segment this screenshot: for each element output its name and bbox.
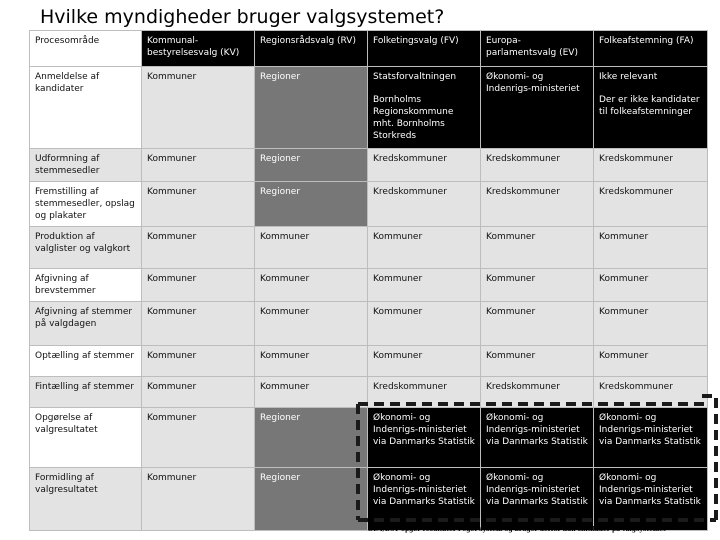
kv-cell: Kommuner xyxy=(142,67,255,149)
fa-cell: Kredskommuner xyxy=(594,149,708,182)
kv-cell: Kommuner xyxy=(142,227,255,269)
fv-cell: Økonomi- og Indenrigs-ministeriet via Danmarks Statistik xyxy=(368,408,481,468)
header-fv: Folketingsvalg (FV) xyxy=(368,31,481,67)
ev-cell: Økonomi- og Indenrigs-ministeriet via Danmarks Statistik xyxy=(481,408,594,468)
table-row xyxy=(30,377,708,408)
authority-table xyxy=(29,30,708,531)
process-label: Optælling af stemmer xyxy=(30,346,142,377)
header-fa: Folkeafstemning (FA) xyxy=(594,31,708,67)
table-row xyxy=(30,182,708,227)
fa-cell: Kredskommuner xyxy=(594,182,708,227)
process-label: Fremstilling af stemmesedler, opslag og plakater xyxy=(30,182,142,227)
rv-cell: Regioner xyxy=(255,182,368,227)
kv-cell: Kommuner xyxy=(142,346,255,377)
rv-cell: Regioner xyxy=(255,149,368,182)
fv-cell: Økonomi- og Indenrigs-ministeriet via Danmarks Statistik xyxy=(368,468,481,531)
fa-cell-main: Ikke relevant xyxy=(599,72,658,82)
header-rv: Regionsrådsvalg (RV) xyxy=(255,31,368,67)
fv-cell-note: Bornholms Regionskommune mht. Bornholms Storkreds xyxy=(373,95,454,141)
fa-cell: Økonomi- og Indenrigs-ministeriet via Danmarks Statistik xyxy=(594,468,708,531)
ev-cell: Økonomi- og Indenrigs-ministeriet xyxy=(481,67,594,149)
ev-cell: Kommuner xyxy=(481,269,594,302)
fv-cell: Kredskommuner xyxy=(368,377,481,408)
ev-cell: Kommuner xyxy=(481,346,594,377)
fa-cell: Kommuner xyxy=(594,302,708,346)
kv-cell: Kommuner xyxy=(142,468,255,531)
fa-cell xyxy=(594,67,708,149)
ev-cell: Kredskommuner xyxy=(481,149,594,182)
process-label: Udformning af stemmesedler xyxy=(30,149,142,182)
table-row xyxy=(30,408,708,468)
process-label: Afgivning af stemmer på valgdagen xyxy=(30,302,142,346)
table-row xyxy=(30,149,708,182)
ev-cell: Økonomi- og Indenrigs-ministeriet via Danmarks Statistik xyxy=(481,468,594,531)
header-row xyxy=(30,31,708,67)
header-ev: Europa-parlamentsvalg (EV) xyxy=(481,31,594,67)
fa-cell: Kommuner xyxy=(594,346,708,377)
kv-cell: Kommuner xyxy=(142,408,255,468)
rv-cell: Kommuner xyxy=(255,227,368,269)
rv-cell: Regioner xyxy=(255,468,368,531)
fv-cell xyxy=(368,67,481,149)
fv-cell: Kommuner xyxy=(368,227,481,269)
header-kv: Kommunal-bestyrelsesvalg (KV) xyxy=(142,31,255,67)
process-label: Anmeldelse af kandidater xyxy=(30,67,142,149)
kv-cell: Kommuner xyxy=(142,149,255,182)
fa-cell: Kommuner xyxy=(594,227,708,269)
kv-cell: Kommuner xyxy=(142,182,255,227)
footnote: ØIM/DST opgør resultater i eget system og bruger derfor kun snitflader på valgsystemet xyxy=(368,526,666,533)
rv-cell: Regioner xyxy=(255,408,368,468)
rv-cell: Regioner xyxy=(255,67,368,149)
kv-cell: Kommuner xyxy=(142,302,255,346)
fa-cell-note: Der er ikke kandidater til folkeafstemninger xyxy=(599,95,700,117)
fa-cell: Kredskommuner xyxy=(594,377,708,408)
fa-cell: Økonomi- og Indenrigs-ministeriet via Danmarks Statistik xyxy=(594,408,708,468)
kv-cell: Kommuner xyxy=(142,269,255,302)
ev-cell: Kredskommuner xyxy=(481,182,594,227)
fv-cell: Kommuner xyxy=(368,269,481,302)
table-row xyxy=(30,302,708,346)
fv-cell: Kommuner xyxy=(368,346,481,377)
rv-cell: Kommuner xyxy=(255,302,368,346)
header-process-area: Procesområde xyxy=(30,31,142,67)
fv-cell: Kommuner xyxy=(368,302,481,346)
fa-cell: Kommuner xyxy=(594,269,708,302)
ev-cell: Kredskommuner xyxy=(481,377,594,408)
process-label: Afgivning af brevstemmer xyxy=(30,269,142,302)
fv-cell: Kredskommuner xyxy=(368,149,481,182)
table-row xyxy=(30,468,708,531)
rv-cell: Kommuner xyxy=(255,269,368,302)
fv-cell: Kredskommuner xyxy=(368,182,481,227)
table-row xyxy=(30,346,708,377)
ev-cell: Kommuner xyxy=(481,302,594,346)
rv-cell: Kommuner xyxy=(255,346,368,377)
page-title: Hvilke myndigheder bruger valgsystemet? xyxy=(40,6,445,28)
ev-cell: Kommuner xyxy=(481,227,594,269)
table-row xyxy=(30,67,708,149)
process-label: Opgørelse af valgresultatet xyxy=(30,408,142,468)
kv-cell: Kommuner xyxy=(142,377,255,408)
process-label: Fintælling af stemmer xyxy=(30,377,142,408)
process-label: Formidling af valgresultatet xyxy=(30,468,142,531)
fv-cell-main: Statsforvaltningen xyxy=(373,72,457,82)
rv-cell: Kommuner xyxy=(255,377,368,408)
table-row xyxy=(30,227,708,269)
table-row xyxy=(30,269,708,302)
process-label: Produktion af valglister og valgkort xyxy=(30,227,142,269)
